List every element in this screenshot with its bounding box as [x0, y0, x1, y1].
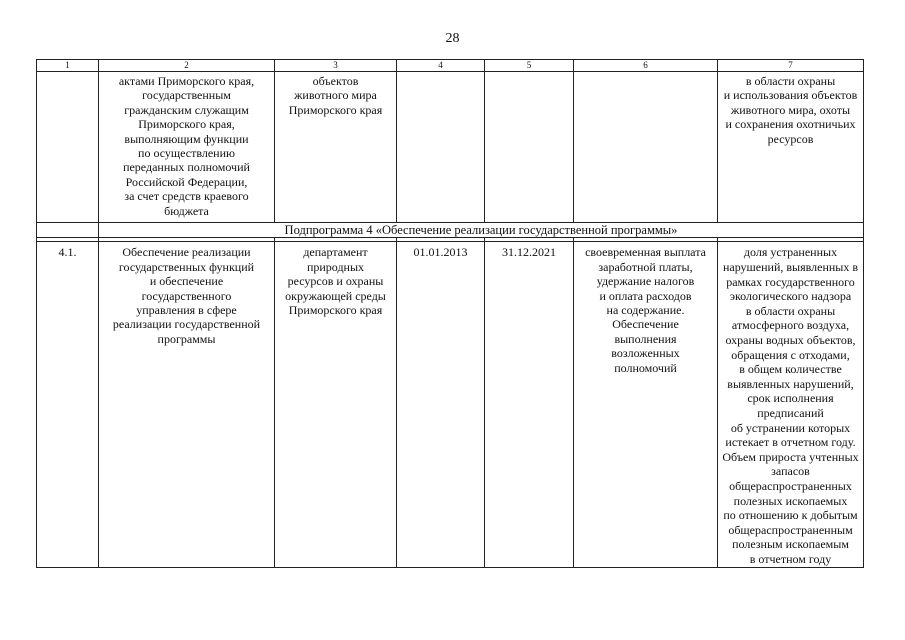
column-header-1: 1 — [37, 60, 99, 72]
program-table — [36, 59, 864, 568]
subprogram-number-cell — [37, 223, 99, 238]
subprogram-title: Подпрограмма 4 «Обеспечение реализации государственной программы» — [99, 223, 864, 238]
cell-number: 4.1. — [37, 242, 99, 568]
cell-measure-name: актами Приморского края, государственным гражданским служащим Приморского края, выполняющим функции по осуществлению переданных полномочий Российской Федерации, за счет средств краевого бюджета — [99, 72, 275, 223]
cell-expected-result — [574, 72, 718, 223]
cell-end-date — [485, 72, 574, 223]
cell-indicators: доля устраненных нарушений, выявленных в рамках государственного экологического надзора в области охраны атмосферного воздуха, охраны водных объектов, обращения с отходами, в общем количестве выявленных нарушений, срок исполнения предписаний об устранении которых истекает в отчетном году. Объем прироста учтенных запасов общераспространенных полезных ископаемых по отношению к добытым общераспространенным полезным ископаемым в отчетном году — [718, 242, 864, 568]
cell-expected-result: своевременная выплата заработной платы, удержание налогов и оплата расходов на содержание. Обеспечение выполнения возложенных полномочий — [574, 242, 718, 568]
measure-row-4-1 — [37, 242, 864, 568]
cell-executor: департамент природных ресурсов и охраны окружающей среды Приморского края — [275, 242, 397, 568]
cell-end-date: 31.12.2021 — [485, 242, 574, 568]
column-header-5: 5 — [485, 60, 574, 72]
column-number-row — [37, 60, 864, 72]
column-header-7: 7 — [718, 60, 864, 72]
column-header-3: 3 — [275, 60, 397, 72]
cell-number — [37, 72, 99, 223]
cell-start-date — [397, 72, 485, 223]
column-header-4: 4 — [397, 60, 485, 72]
continuation-row — [37, 72, 864, 223]
subprogram-row — [37, 223, 864, 238]
column-header-6: 6 — [574, 60, 718, 72]
cell-measure-name: Обеспечение реализации государственных функций и обеспечение государственного управления в сфере реализации государственной программы — [99, 242, 275, 568]
cell-indicators: в области охраны и использования объектов животного мира, охоты и сохранения охотничьих ресурсов — [718, 72, 864, 223]
page-number: 28 — [445, 31, 460, 46]
cell-start-date: 01.01.2013 — [397, 242, 485, 568]
cell-executor: объектов животного мира Приморского края — [275, 72, 397, 223]
column-header-2: 2 — [99, 60, 275, 72]
